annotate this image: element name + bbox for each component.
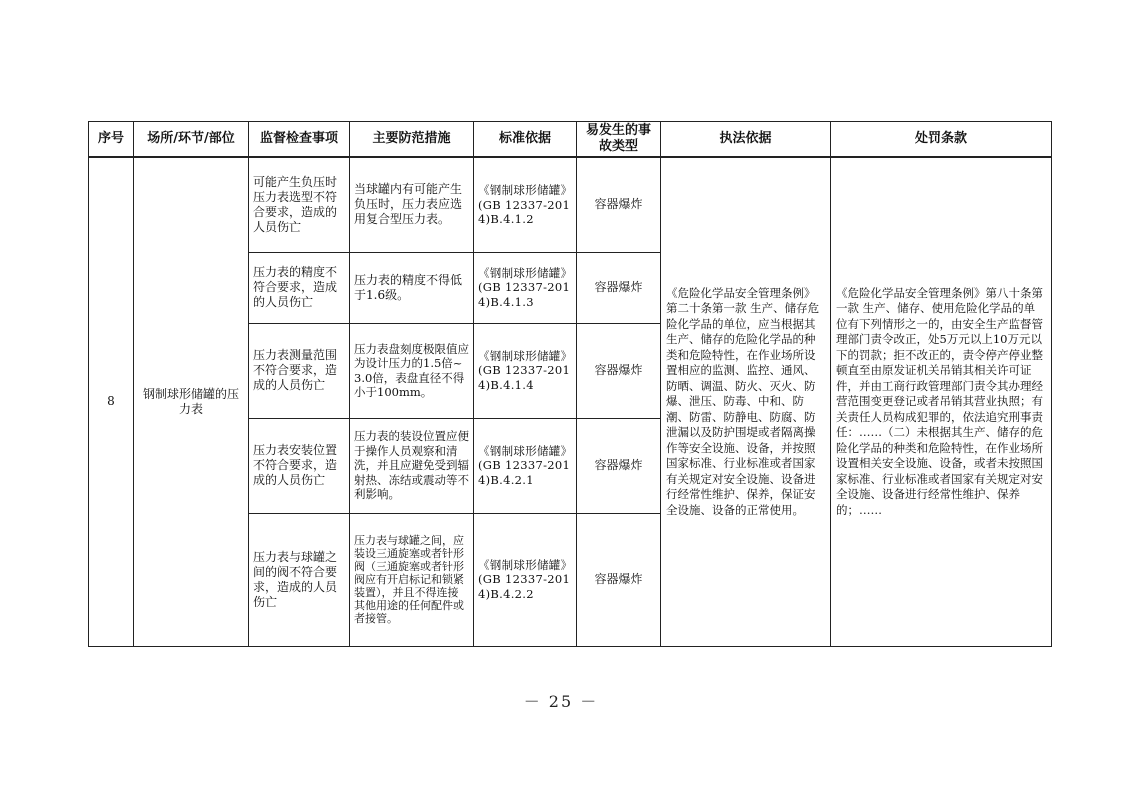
accident-cell: 容器爆炸 (577, 513, 661, 646)
header-accident: 易发生的事故类型 (577, 122, 661, 158)
page-number: － 25 － (523, 692, 599, 711)
measure-cell: 当球罐内有可能产生负压时，压力表应选用复合型压力表。 (350, 157, 474, 252)
inspection-table (88, 121, 1052, 647)
measure-cell: 压力表与球罐之间，应装设三通旋塞或者针形阀（三通旋塞或者针形阀应有开启标记和锁紧装置），并且不得连接其他用途的任何配件或者接管。 (350, 513, 474, 646)
header-standard: 标准依据 (474, 122, 577, 158)
header-location: 场所/环节/部位 (134, 122, 249, 158)
item-cell: 可能产生负压时压力表选型不符合要求，造成的人员伤亡 (249, 157, 350, 252)
item-cell: 压力表的精度不符合要求，造成的人员伤亡 (249, 252, 350, 323)
accident-cell: 容器爆炸 (577, 252, 661, 323)
table-row (89, 157, 1052, 252)
standard-cell: 《钢制球形储罐》(GB 12337-2014)B.4.2.1 (474, 418, 577, 513)
item-cell: 压力表与球罐之间的阀不符合要求，造成的人员伤亡 (249, 513, 350, 646)
header-penalty: 处罚条款 (831, 122, 1052, 158)
seq-cell: 8 (89, 157, 134, 646)
table-header-row (89, 122, 1052, 158)
measure-cell: 压力表盘刻度极限值应为设计压力的1.5倍~3.0倍，表盘直径不得小于100mm。 (350, 323, 474, 418)
item-cell: 压力表测量范围不符合要求，造成的人员伤亡 (249, 323, 350, 418)
penalty-cell: 《危险化学品安全管理条例》第八十条第一款 生产、储存、使用危险化学品的单位有下列情形之一的，由安全生产监督管理部门责令改正，处5万元以上10万元以下的罚款；拒不改正的，责令停产停业整顿直至由原发证机关吊销其相关许可证件，并由工商行政管理部门责令其办理经营范围变更登记或者吊销其营业执照；有关责任人员构成犯罪的，依法追究刑事责任：……（二）未根据其生产、储存的危险化学品的种类和危险特性，在作业场所设置相关安全设施、设备，或者未按照国家标准、行业标准或者国家有关规定对安全设施、设备进行经常性维护、保养的；…… (831, 157, 1052, 646)
law-basis-cell: 《危险化学品安全管理条例》第二十条第一款 生产、储存危险化学品的单位，应当根据其生产、储存的危险化学品的种类和危险特性，在作业场所设置相应的监测、监控、通风、防晒、调温、防火、灭火、防爆、泄压、防毒、中和、防潮、防雷、防静电、防腐、防泄漏以及防护围堤或者隔离操作等安全设施、设备，并按照国家标准、行业标准或者国家有关规定对安全设施、设备进行经常性维护、保养，保证安全设施、设备的正常使用。 (661, 157, 831, 646)
accident-cell: 容器爆炸 (577, 323, 661, 418)
item-cell: 压力表安装位置不符合要求，造成的人员伤亡 (249, 418, 350, 513)
standard-cell: 《钢制球形储罐》(GB 12337-2014)B.4.1.2 (474, 157, 577, 252)
standard-cell: 《钢制球形储罐》(GB 12337-2014)B.4.1.4 (474, 323, 577, 418)
accident-cell: 容器爆炸 (577, 418, 661, 513)
standard-cell: 《钢制球形储罐》(GB 12337-2014)B.4.2.2 (474, 513, 577, 646)
header-measure: 主要防范措施 (350, 122, 474, 158)
header-item: 监督检查事项 (249, 122, 350, 158)
header-seq: 序号 (89, 122, 134, 158)
standard-cell: 《钢制球形储罐》(GB 12337-2014)B.4.1.3 (474, 252, 577, 323)
measure-cell: 压力表的装设位置应便于操作人员观察和清洗，并且应避免受到辐射热、冻结或震动等不利影响。 (350, 418, 474, 513)
header-law: 执法依据 (661, 122, 831, 158)
location-cell: 钢制球形储罐的压力表 (134, 157, 249, 646)
accident-cell: 容器爆炸 (577, 157, 661, 252)
measure-cell: 压力表的精度不得低于1.6级。 (350, 252, 474, 323)
